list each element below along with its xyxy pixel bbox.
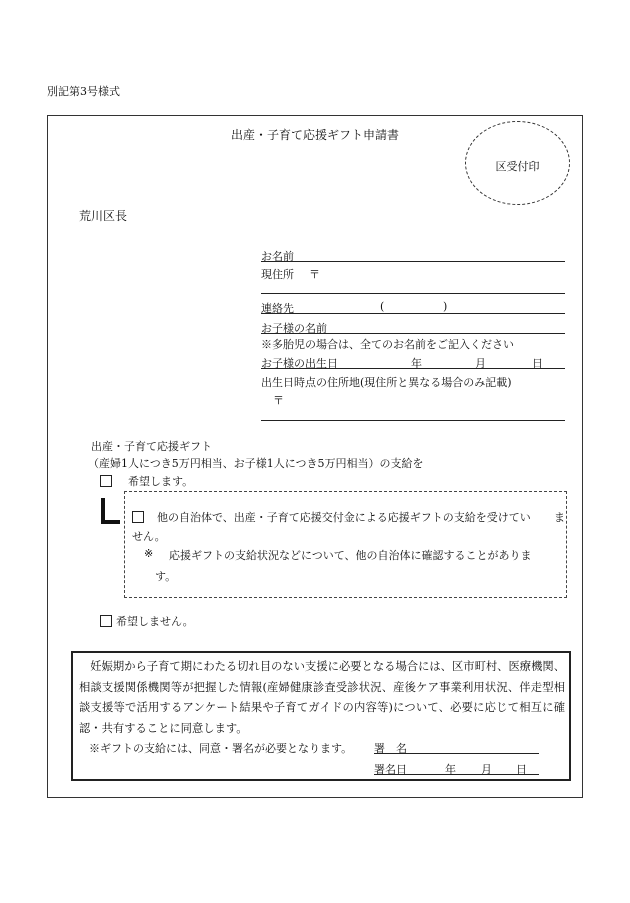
no-other-gift-label-line1: 他の自治体で、出産・子育て応援交付金による応援ギフトの支給を受けてい: [157, 511, 531, 524]
signature-field[interactable]: [374, 753, 539, 754]
signature-label: 署 名: [374, 742, 407, 755]
address-field[interactable]: [261, 293, 565, 294]
birth-address-label: 出生日時点の住所地(現住所と異なる場合のみ記載): [261, 376, 512, 389]
gift-subheading: （産婦1人につき5万円相当、お子様1人につき5万円相当）の支給を: [88, 457, 424, 470]
birth-day-label: 日: [532, 357, 543, 370]
child-name-label: お子様の名前: [261, 322, 327, 335]
contact-label: 連絡先: [261, 302, 294, 315]
sign-day-label: 日: [516, 763, 527, 776]
child-birth-field[interactable]: [261, 368, 565, 369]
signature-date-label: 署名日: [374, 763, 407, 776]
consent-note: ※ギフトの支給には、同意・署名が必要となります。: [89, 742, 353, 755]
multiple-birth-note: ※多胎児の場合は、全てのお名前をご記入ください: [261, 338, 514, 351]
condition-box: [124, 491, 567, 598]
contact-field[interactable]: [261, 313, 565, 314]
sign-year-label: 年: [445, 763, 456, 776]
addressee: 荒川区長: [79, 209, 128, 223]
name-field[interactable]: [261, 261, 565, 262]
postal-mark: 〒: [309, 268, 320, 281]
confirm-note-line1: 応援ギフトの支給状況などについて、他の自治体に確認することがありま: [169, 549, 532, 562]
no-other-gift-label-line1-end: ま: [554, 511, 565, 524]
reception-stamp-label: 区受付印: [495, 160, 540, 173]
birth-postal-mark: 〒: [273, 394, 284, 407]
wish-label: 希望します。: [128, 475, 194, 488]
child-birth-label: お子様の出生日: [261, 357, 338, 370]
form-number: 別記第3号様式: [47, 85, 120, 98]
l-arrow-icon: [101, 496, 123, 526]
child-name-field[interactable]: [261, 333, 565, 334]
gift-heading: 出産・子育て応援ギフト: [91, 440, 212, 453]
note-mark: ※: [144, 547, 154, 560]
birth-address-field[interactable]: [261, 420, 565, 421]
wish-checkbox[interactable]: [100, 475, 112, 487]
name-label: お名前: [261, 250, 294, 263]
signature-date-field[interactable]: [374, 774, 539, 775]
contact-paren-close: ): [443, 300, 448, 313]
birth-month-label: 月: [475, 357, 486, 370]
consent-text: 妊娠期から子育て期にわたる切れ目のない支援に必要となる場合には、区市町村、医療機関、相談支援関係機関等が把握した情報(産婦健康診査受診状況、産後ケア事業利用状況、伴走型相談支援等で活用するアンケート結果や子育てガイドの内容等)について、必要に応じて相互に確認・共有することに同意します。: [79, 660, 565, 735]
birth-year-label: 年: [411, 357, 422, 370]
address-label: 現住所: [261, 268, 294, 281]
confirm-note-line2: す。: [155, 570, 177, 583]
no-wish-checkbox[interactable]: [100, 615, 112, 627]
no-other-gift-label-line2: せん。: [132, 530, 166, 543]
consent-content: [79, 657, 565, 739]
form-title: 出産・子育て応援ギフト申請書: [230, 128, 399, 142]
no-other-gift-checkbox[interactable]: [132, 511, 144, 523]
contact-paren-open: (: [380, 300, 385, 313]
sign-month-label: 月: [481, 763, 492, 776]
no-wish-label: 希望しません。: [116, 615, 194, 628]
